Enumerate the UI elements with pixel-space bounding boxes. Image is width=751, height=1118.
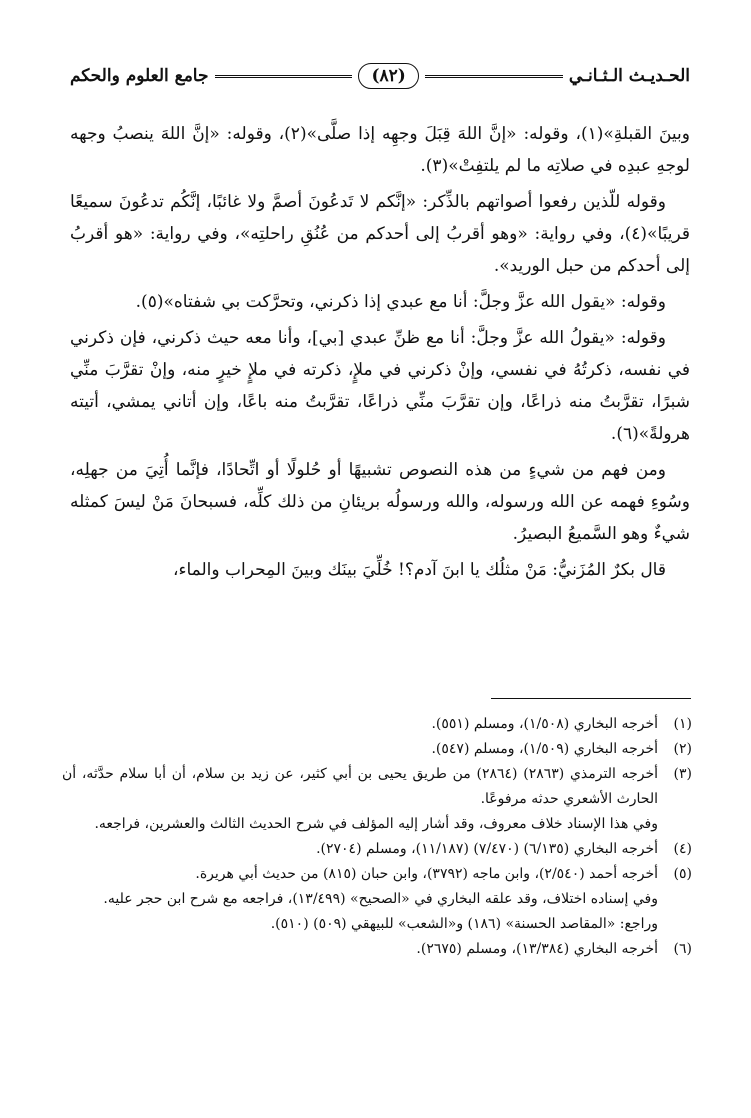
footnote-separator bbox=[491, 698, 691, 699]
footnote-continuation: وفي إسناده اختلاف، وقد علقه البخاري في «الصحيح» (١٣/٤٩٩)، فراجعه مع شرح ابن حجر عليه. bbox=[103, 891, 658, 907]
footnote bbox=[62, 712, 692, 737]
footnote-number: (٥) bbox=[673, 866, 692, 882]
paragraph: وقوله: «يقولُ الله عزَّ وجلَّ: أنا مع ظنِّ عبدي [بي]، وأنا معه حيث ذكرني، فإن ذكرني في نفسه، ذكرتُهُ في نفسي، وإنْ ذكرني في ملإٍ، ذكرته في ملإٍ خيرٍ منه، وإنْ تقرَّبَ منِّي شبرًا، تقرَّبتُ منه ذراعًا، وإن تقرَّبَ منِّي ذراعًا، تقرَّبتُ منه باعًا، وإن أتاني يمشي، أتيته هرولةً»(٦). bbox=[70, 328, 690, 444]
paragraph: وقوله للّذين رفعوا أصواتهم بالذِّكر: «إنَّكم لا تَدعُونَ أصمَّ ولا غائبًا، إنَّكُم تدعُونَ سميعًا قريبًا»(٤)، وفي رواية: «وهو أقربُ إلى أحدكم من عُنُقِ راحلتِه»، وفي رواية: «هو أقربُ إلى أحدكم من حبل الوريد». bbox=[70, 192, 690, 276]
footnote-text: أخرجه البخاري (٦/١٣٥) (٧/٤٧٠) (١١/١٨٧)، ومسلم (٢٧٠٤). bbox=[316, 841, 658, 857]
footnote-continuation: وراجع: «المقاصد الحسنة» (١٨٦) و«الشعب» للبيهقي (٥٠٩) (٥١٠). bbox=[270, 916, 658, 932]
footnote-text: أخرجه البخاري (١/٥٠٨)، ومسلم (٥٥١). bbox=[431, 716, 658, 732]
footnote-number: (٢) bbox=[673, 741, 692, 757]
paragraph: وقوله: «يقول الله عزَّ وجلَّ: أنا مع عبدي إذا ذكرني، وتحرَّكت بي شفتاه»(٥). bbox=[135, 292, 666, 312]
header-rule-right bbox=[425, 75, 563, 78]
footnote-number: (٣) bbox=[673, 766, 692, 782]
footnote bbox=[62, 862, 692, 887]
footnote bbox=[62, 737, 692, 762]
footnote-text: أخرجه البخاري (١/٥٠٩)، ومسلم (٥٤٧). bbox=[431, 741, 658, 757]
footnotes bbox=[62, 712, 692, 962]
running-header bbox=[70, 56, 690, 96]
header-rule-left bbox=[215, 75, 353, 78]
main-text bbox=[70, 118, 690, 590]
footnote bbox=[62, 762, 692, 812]
footnote-continuation: وفي هذا الإسناد خلاف معروف، وقد أشار إليه المؤلف في شرح الحديث الثالث والعشرين، فراجعه. bbox=[94, 816, 658, 832]
chapter-title: الحـديـث الـثـانـي bbox=[568, 66, 690, 86]
footnote-text: أخرجه البخاري (١٣/٣٨٤)، ومسلم (٢٦٧٥). bbox=[416, 941, 658, 957]
paragraph: وبينَ القبلةِ»(١)، وقوله: «إنَّ اللهَ قِبَلَ وجهِه إذا صلَّى»(٢)، وقوله: «إنَّ اللهَ ينصبُ وجهه لوجهِ عبدِه في صلاتِه ما لم يلتفِتْ»(٣). bbox=[70, 124, 691, 176]
footnote-number: (٤) bbox=[673, 841, 692, 857]
footnote bbox=[62, 837, 692, 862]
footnote bbox=[62, 937, 692, 962]
footnote-number: (٦) bbox=[673, 941, 692, 957]
page-number: (٨٢) bbox=[358, 63, 418, 89]
footnote-number: (١) bbox=[673, 716, 692, 732]
footnote-text: أخرجه أحمد (٢/٥٤٠)، وابن ماجه (٣٧٩٢)، وابن حبان (٨١٥) من حديث أبي هريرة. bbox=[195, 866, 658, 882]
paragraph: قال بكرٌ المُزَنيُّ: مَنْ مثلُك يا ابنَ آدم؟! خُلِّيَ بينَك وبينَ المِحراب والماء، bbox=[172, 560, 666, 580]
book-title: جامع العلوم والحكم bbox=[69, 66, 209, 86]
footnote-text: أخرجه الترمذي (٢٨٦٣) (٢٨٦٤) من طريق يحيى بن أبي كثير، عن زيد بن سلام، أن أبا سلام حدَّثه، أن الحارث الأشعري حدثه مرفوعًا. bbox=[62, 766, 659, 807]
paragraph: ومن فهم من شيءٍ من هذه النصوص تشبيهًا أو حُلولًا أو اتِّحادًا، فإنَّما أُتِيَ من جهلِه، وسُوءِ فهمه عن الله ورسوله، والله ورسولُه بريئانِ من ذلك كلِّه، فسبحانَ مَنْ ليسَ كمثله شيءٌ وهو السَّميعُ البصيرُ. bbox=[70, 460, 690, 544]
